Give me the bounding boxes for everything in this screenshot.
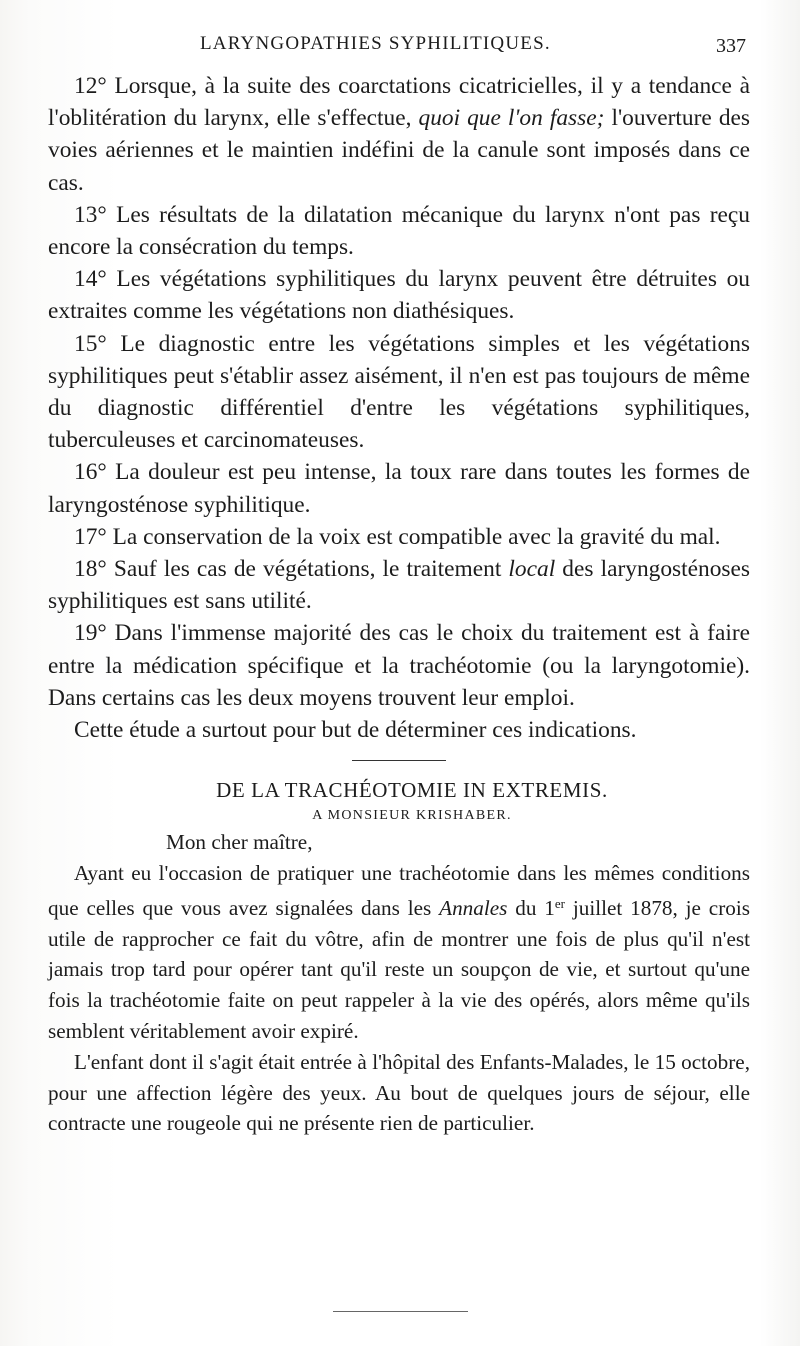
paragraph-text: juillet 1878, je crois utile de rapprocher ce fait du vôtre, afin de montrer une fois de plus qu'il n'est jamais trop tard pour opérer tant qu'il reste un soupçon de vie, et surtout qu'une fois la trachéotomie faite on peut rappeler à la vie des opérés, alors même qu'ils semblent véritablement avoir expiré. <box>48 895 750 1044</box>
conclusion-text: 16° La douleur est peu intense, la toux rare dans toutes les formes de laryngosténose syphilitique. <box>48 459 750 518</box>
conclusion-12 <box>48 70 750 199</box>
journal-name: Annales <box>439 895 508 920</box>
article-title: DE LA TRACHÉOTOMIE IN EXTREMIS. <box>216 778 608 803</box>
conclusion-13 <box>48 199 750 263</box>
article-dedication: A MONSIEUR KRISHABER. <box>312 808 512 824</box>
conclusion-emphasis: local <box>508 556 556 583</box>
paragraph-text: du 1 <box>507 895 555 920</box>
conclusion-emphasis: quoi que l'on fasse; <box>418 105 605 132</box>
conclusion-text: 17° La conservation de la voix est compatible avec la gravité du mal. <box>74 523 721 550</box>
page-header <box>0 33 800 63</box>
section-separator <box>352 760 446 761</box>
conclusion-text: 19° Dans l'immense majorité des cas le choix du traitement est à faire entre la médication spécifique et la trachéotomie (ou la laryngotomie). Dans certains cas les deux moyens trouvent leur emploi. <box>48 620 750 711</box>
page-number: 337 <box>716 35 746 57</box>
conclusion-text: des laryngosténoses syphilitiques est sans utilité. <box>48 556 750 615</box>
conclusion-15 <box>48 328 750 457</box>
conclusion-text: 18° Sauf les cas de végétations, le traitement <box>74 556 509 583</box>
conclusion-14 <box>48 263 750 327</box>
paragraph-text: Ayant eu l'occasion de pratiquer une trachéotomie dans les mêmes conditions que celles que vous avez signalées dans les <box>48 861 750 920</box>
conclusion-18 <box>48 553 750 617</box>
conclusion-text: 12° Lorsque, à la suite des coarctations cicatricielles, il y a tendance à l'oblitération du larynx, elle s'effectue, <box>48 73 750 132</box>
page-body <box>48 70 750 1139</box>
conclusion-16 <box>48 456 750 520</box>
conclusion-text: 13° Les résultats de la dilatation mécanique du larynx n'ont pas reçu encore la consécration du temps. <box>48 201 750 261</box>
salutation: Mon cher maître, <box>166 830 313 855</box>
conclusion-text: 15° Le diagnostic entre les végétations simples et les végétations syphilitiques peut s'établir assez aisément, il n'en est pas toujours de même du diagnostic différentiel d'entre les végétations syphilitiques, tuberculeuses et carcinomateuses. <box>48 330 750 454</box>
running-title: LARYNGOPATHIES SYPHILITIQUES. <box>200 33 551 54</box>
conclusion-text: 14° Les végétations syphilitiques du larynx peuvent être détruites ou extraites comme les végétations non diathésiques. <box>48 266 750 325</box>
conclusion-text: Cette étude a surtout pour but de déterminer ces indications. <box>74 717 637 744</box>
footer-rule <box>333 1311 468 1312</box>
article-paragraph-2: L'enfant dont il s'agit était entrée à l'hôpital des Enfants-Malades, le 15 octobre, pour une affection légère des yeux. Au bout de quelques jours de séjour, elle contracte une rougeole qui ne présente rien de particulier. <box>48 1049 750 1136</box>
closing-remark <box>48 714 750 746</box>
conclusion-17 <box>48 521 750 553</box>
date-superscript: er <box>554 895 565 911</box>
conclusion-text: l'ouverture des voies aériennes et le maintien indéfini de la canule sont imposés dans ce cas. <box>48 105 750 196</box>
conclusion-19 <box>48 617 750 714</box>
article-paragraph-1 <box>48 858 750 1047</box>
